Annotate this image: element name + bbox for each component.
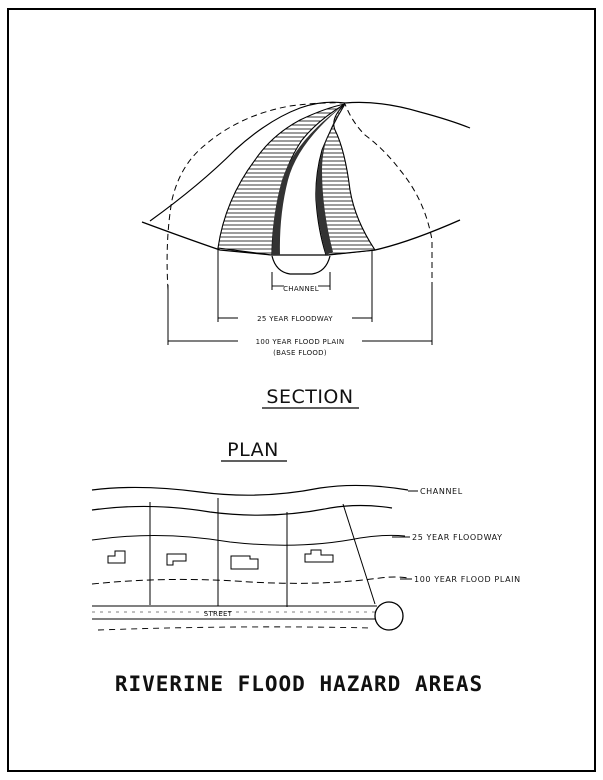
plan-heading: PLAN bbox=[227, 439, 279, 461]
section-channel-label: CHANNEL bbox=[283, 285, 319, 293]
section-floodplain-right bbox=[345, 104, 432, 288]
section-floodplain-sublabel: (BASE FLOOD) bbox=[273, 349, 327, 357]
building-3 bbox=[231, 556, 258, 569]
street-label: STREET bbox=[203, 610, 233, 618]
diagram-title: RIVERINE FLOOD HAZARD AREAS bbox=[114, 672, 484, 696]
section-drawing bbox=[142, 102, 470, 357]
plan-channel-label: CHANNEL bbox=[420, 487, 463, 496]
section-hill-right bbox=[345, 102, 470, 128]
building-4 bbox=[305, 550, 333, 562]
plan-floodplain-line bbox=[92, 577, 408, 584]
section-heading: SECTION bbox=[266, 386, 354, 408]
plan-drawing bbox=[92, 485, 521, 630]
plan-channel-bank-bottom bbox=[92, 506, 392, 516]
section-floodplain-label: 100 YEAR FLOOD PLAIN bbox=[255, 338, 345, 346]
lot-line-4 bbox=[343, 504, 375, 604]
building-1 bbox=[108, 551, 125, 563]
section-channel-bottom bbox=[272, 256, 330, 274]
plan-floodplain-label: 100 YEAR FLOOD PLAIN bbox=[414, 575, 521, 584]
building-2 bbox=[167, 554, 186, 565]
section-terrain bbox=[142, 220, 460, 255]
plan-channel-bank-top bbox=[92, 485, 408, 495]
cul-de-sac bbox=[375, 602, 403, 630]
plan-floodway-label: 25 YEAR FLOODWAY bbox=[412, 533, 503, 542]
street-lower-dashed bbox=[98, 627, 370, 630]
plan-floodway-line bbox=[92, 535, 405, 545]
section-floodway-label: 25 YEAR FLOODWAY bbox=[257, 315, 333, 323]
